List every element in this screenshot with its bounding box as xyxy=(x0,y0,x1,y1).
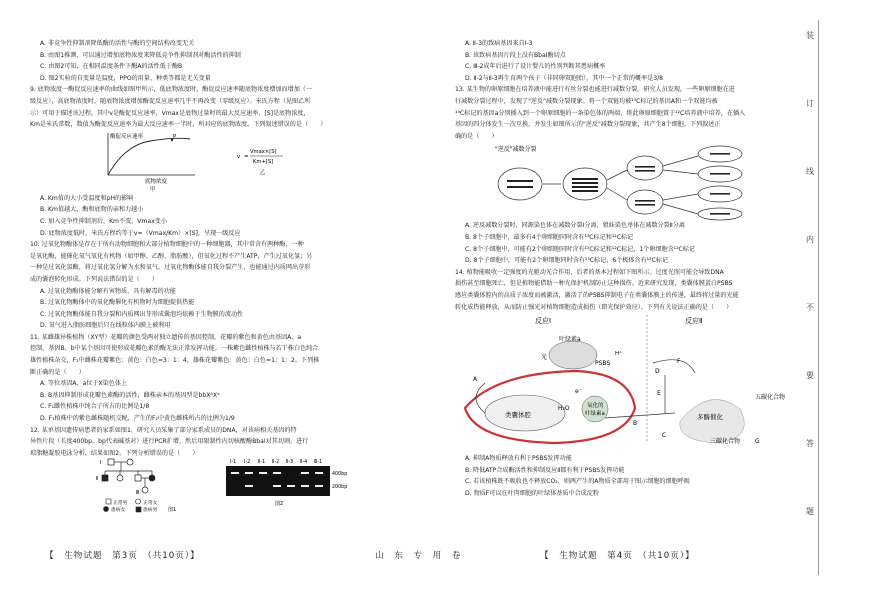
right-b-line: 转化成热能释放，从而防止强光对植物细胞造成损伤（即光保护效应）。下列有关说法正确的是（ ） xyxy=(455,303,733,311)
gen-3: Ⅲ xyxy=(136,490,140,497)
legend-affected-male: 患病男 xyxy=(143,508,158,514)
svg-text:=: = xyxy=(244,153,249,160)
right-a-line: 确的是（ ） xyxy=(455,132,498,140)
right-c-line: B. 降低ATP合成酶活性和抑制反应Ⅱ都有利于PSBS发挥功能 xyxy=(465,466,625,474)
gel-caption: 图2 xyxy=(275,501,284,508)
yi-caption: 乙 xyxy=(260,169,266,176)
left-b-line: D. 氧气进入脂肪细胞后只在线粒体内膜上被利用 xyxy=(40,322,171,330)
lane-5: Ⅱ-3 xyxy=(286,460,294,466)
left-a-line: Km是米氏常数，数值为酶促反应速率为最大反应速率一半时，所对应的底物浓度。下列叙述错误的是（ ） xyxy=(30,121,327,129)
label-C: C xyxy=(662,432,667,440)
binding-char: 答 xyxy=(806,439,814,448)
c5-label: 五碳化合物 xyxy=(755,394,786,402)
left-b-line: B. B基因抑制形成花瓣色素酶的活性，雌株亲本的基因型是bbXᴬXᵃ xyxy=(40,391,220,399)
right-a-line: A. Ⅱ-3的致病基因来自Ⅰ-3 xyxy=(465,40,533,47)
left-b-line: D. F₁植株中的紫色雌株随机交配，产生的F₂中黄色雌株所占的比例为1/9 xyxy=(40,415,235,423)
eq-denominator: Km+[S] xyxy=(253,158,274,165)
gel-lanes xyxy=(230,459,322,465)
right-c-line: D. 物质F可以在叶肉细胞的叶绿体基质中合成淀粉 xyxy=(465,489,599,497)
left-b-line: 雄性植株杂交，F₁中雌株花瓣紫色：黄色：白色=3：1：4，雄株花瓣紫色：黄色：白色=1：1：2。下列推 xyxy=(30,357,320,365)
water-label: H₂O xyxy=(558,405,570,413)
lane-2: Ⅰ-2 xyxy=(244,460,251,466)
c3-label: 三碳化合物 xyxy=(710,438,741,446)
left-b-line: C. 加入竞争性抑制剂后，Km不变，Vmax变小 xyxy=(40,217,167,225)
label-B: B xyxy=(633,420,638,428)
right-b-line: 损伤甚至细胞死亡，但是植物能借助一种光保护机制防止这种损伤。近来研究发现，类囊体膜蛋白PSBS xyxy=(455,280,733,288)
right-b-line: 14. 植物能吸收一定强度的光驱动光合作用，后者的基本过程如下图所示。过度光照可能会导致DNA xyxy=(455,268,724,276)
right-column xyxy=(455,38,800,499)
lane-6: Ⅱ-4 xyxy=(300,460,308,466)
light-label: 光 xyxy=(541,354,548,362)
left-b-line: 琼脂糖凝胶电泳分析，结果如图2。下列分析错误的是（ ） xyxy=(30,449,199,457)
right-a-line: 13. 某生物的卵原细胞在培养液中能进行有丝分裂也能进行减数分裂。研究人员发现，一些卵原细胞在进 xyxy=(455,86,735,94)
label-D: D xyxy=(655,368,660,376)
figure-photosynthesis xyxy=(455,313,800,453)
equation-yi xyxy=(235,131,315,193)
reaction-2-label: 反应Ⅱ xyxy=(685,317,703,326)
gen-1: Ⅰ xyxy=(100,460,102,467)
lane-4: Ⅱ-2 xyxy=(272,460,280,466)
reaction-1-label: 反应Ⅰ xyxy=(535,317,552,326)
photosynthesis-diagram xyxy=(455,313,800,453)
binding-char: 要 xyxy=(806,371,814,380)
left-b-line: 一种是过氧化氢酶，将过氧化氢分解为水和氧气。过氧化物酶体能自我分裂产生，也能通过内质网出芽形 xyxy=(30,264,311,272)
left-b-line: 断正确的是（ ） xyxy=(30,368,85,376)
left-b-line: C. F₁雌性植株中纯合子所占的比例是1/8 xyxy=(40,403,150,411)
binding-char: 题 xyxy=(806,507,814,516)
left-b-line: A. 过氧化物酶体能分解有害物质，具有解毒的功能 xyxy=(40,287,176,295)
lane-1: Ⅰ-1 xyxy=(230,460,237,466)
footer-left: 【 生物试题 第3页 （共10页）】 xyxy=(45,551,200,561)
binding-char: 装 xyxy=(806,31,814,40)
meiosis-diagram xyxy=(455,142,800,220)
binding-line xyxy=(818,20,819,575)
label-F: F xyxy=(677,358,681,366)
left-a-line: 级反应），高底物浓度时，随底物浓度增加酶促反应速率几乎不再改变（零级反应）。米氏方程（见图乙所 xyxy=(30,97,311,105)
gen-2: Ⅱ xyxy=(96,476,99,483)
figure-pedigree-gel xyxy=(30,459,432,515)
left-b-line: A. Km值的大小受温度和pH的影响 xyxy=(40,194,134,202)
electron-label: e⁻ xyxy=(575,388,582,396)
gel-200bp: 200bp xyxy=(332,485,348,491)
jia-caption: 甲 xyxy=(150,186,156,193)
oxidized-label: 氧化的 xyxy=(587,403,604,410)
left-a-line: 示）可用于描述该过程，其中v是酶促反应速率，Vmax是底物过量时的最大反应速率，[S]是底物浓度， xyxy=(30,109,310,117)
legend-affected-female: 患病女 xyxy=(111,508,126,514)
binding-char: 内 xyxy=(806,235,814,244)
legend-normal-female: 正常女 xyxy=(143,501,158,507)
left-b-line: 是氧化酶，能催化氧气氧化有机物（如甲醇、乙醇、脂肪酸），但氧化过程不产生ATP，产生过氧化氢；另 xyxy=(30,252,313,260)
jia-y-label: 酶促反应速率 xyxy=(110,133,144,140)
right-a-line: ¹³C标记的基因a分别插入到一个卵原细胞的一条染色体的两端，将此卵原细胞置于¹²C培养液中培养，在插入 xyxy=(455,109,746,117)
left-b-line: 异性片段（长度400bp，bp代表碱基对）进行PCR扩增，然后用限制性内切核酸酶BbaⅠ对其切割，进行 xyxy=(30,438,309,446)
right-a-line: 行减数分裂过程中，发现了"逆反"减数分裂现象。将一个双链均被¹³C标记的基因A和一个双链均被 xyxy=(455,97,718,105)
lane-7: Ⅲ-1 xyxy=(314,460,323,466)
left-b-line: 12. 某单基因遗传病患者的家系如图1，研究人员采集了部分家系成员的DNA，对该病相关基因的特 xyxy=(30,426,297,434)
right-a-line: B. 该致病基因片段上没有BbaⅠ酶切点 xyxy=(465,51,566,59)
pedigree-caption: 图1 xyxy=(168,507,177,514)
right-a-line: C. Ⅲ-2成年后进行了设计婴儿的性别判断其患病概率 xyxy=(465,63,606,71)
right-a-line: 基因的四分体发生一次互换，并发生如图所示的"逆反"减数分裂现象，共产生8个细胞。下列叙述正 xyxy=(455,121,721,129)
eq-v: v xyxy=(237,153,241,160)
right-b-line: D. 8个子细胞中，可能有2个卵细胞同时含有¹³C标记，6个极体含有¹²C标记 xyxy=(465,257,669,265)
left-b-line: B. Km值越大，酶和底物的亲和力越小 xyxy=(40,206,144,214)
left-b-line: B. 过氧化物酶体中的氧化酶催化有机物时为细胞提供热能 xyxy=(40,299,195,307)
binding-char: 不 xyxy=(806,303,814,312)
figure-meiosis xyxy=(455,142,800,220)
left-a-line: B. 由图1推测，可以通过增加底物浓度来降低竞争性抑制剂对酶活性的抑制 xyxy=(40,51,241,59)
hplus-label: H⁺ xyxy=(615,351,623,358)
left-b-line: 控制，基因B、b中某个基因可使形成花瓣色素的酶无法正常发挥功能。一株紫色雌性植株与若干株白色纯合 xyxy=(30,345,319,353)
enzyme-label: 多酶催化 xyxy=(697,413,723,422)
binding-char: 订 xyxy=(806,99,814,108)
legend-normal-male: 正常男 xyxy=(113,501,128,507)
psbs-label: PSBS xyxy=(595,360,611,368)
lumen-label: 类囊体腔 xyxy=(505,411,531,420)
right-c-line: A. 抑制A物质释放有利于PSBS发挥功能 xyxy=(465,455,572,463)
left-b-line: C. 过氧化物酶体能自我分裂和内质网出芽形成囊泡均依赖于生物膜的流动性 xyxy=(40,310,244,318)
left-b-line: 11. 某雌雄异株植物（XY型）花瓣的颜色受两对独立遗传的基因控制，花瓣的紫色和黄色由基因A、a xyxy=(30,333,302,341)
right-b-line: B. 8个子细胞中，最多有4个卵细胞同时含有¹³C标记和¹²C标记 xyxy=(465,233,634,241)
left-b-line: 10. 过氧化物酶体是存在于所有动物细胞和大部分植物细胞中的一种细胞器，其中常含有两种酶，一种 xyxy=(30,241,304,249)
footer-center: 山 东 专 用 卷 xyxy=(375,551,462,561)
eq-numerator: Vmax×[S] xyxy=(250,148,277,155)
right-b-line: 感应类囊体腔内的高质子浓度而被激活，激活了的PSBS抑制电子在类囊体膜上的传递，最终将过量的光能 xyxy=(455,291,739,299)
meiosis-title: "逆反"减数分裂 xyxy=(495,146,537,154)
left-b-line: 成的囊泡转化形成。下列说法错误的是（ ） xyxy=(30,275,158,283)
right-b-line: C. 8个子细胞中，可能有2个卵细胞同时含有¹³C标记和¹²C标记，1个卵细胞含¹²C标记 xyxy=(465,245,695,253)
figure-enzyme-kinetics xyxy=(30,131,432,193)
lane-3: Ⅱ-1 xyxy=(258,460,266,466)
left-a-line: C. 由图2可知，在相同温度条件下酶A的活性低于酶B xyxy=(40,63,183,71)
right-b-line: A. 逆反减数分裂时，同源染色体在减数分裂Ⅰ分离，姐妹染色单体在减数分裂Ⅱ分离 xyxy=(465,222,685,230)
label-E: E xyxy=(657,390,661,398)
jia-x-label: 底物浓度 xyxy=(145,178,168,185)
left-a-line: A. 非竞争性抑制剂降低酶的活性与酶的空间结构改变无关 xyxy=(40,40,195,47)
left-b-line: A. 等位基因A、a位于X染色体上 xyxy=(40,380,128,388)
left-a-line: D. 图2实验的自变量是温度，PPO的用量、种类等都是无关变量 xyxy=(40,74,211,82)
left-column xyxy=(30,38,432,515)
footer-right: 【 生物试题 第4页 （共10页）】 xyxy=(540,551,695,561)
right-c-line: C. 若该植株既不吸收也不释放CO₂，则两产生的A物质全部用于图示细胞的细胞呼吸 xyxy=(465,478,690,486)
jia-point-label: P xyxy=(173,133,177,140)
gel-400bp: 400bp xyxy=(332,472,348,478)
left-a-line: 9. 底物浓度一酶促反应速率的曲线如图甲所示，低底物浓度时，酶促反应速率随底物浓度增加而增加（一 xyxy=(30,86,312,94)
chlorophyll-label: 叶绿素a xyxy=(559,336,581,344)
binding-char: 线 xyxy=(806,167,814,176)
label-A: A xyxy=(473,376,478,384)
left-b-line: D. 底物浓度低时，米氏方程约等于v=（Vmax/Km）×[S]，呈现一级反应 xyxy=(40,229,241,237)
right-a-line: D. Ⅱ-2与Ⅱ-3再生育两个孩子（非同卵双胞胎），其中一个正常的概率是3/8 xyxy=(465,74,664,82)
oxidized-label-2: 叶绿素a xyxy=(585,411,605,418)
label-G: G xyxy=(755,438,760,446)
